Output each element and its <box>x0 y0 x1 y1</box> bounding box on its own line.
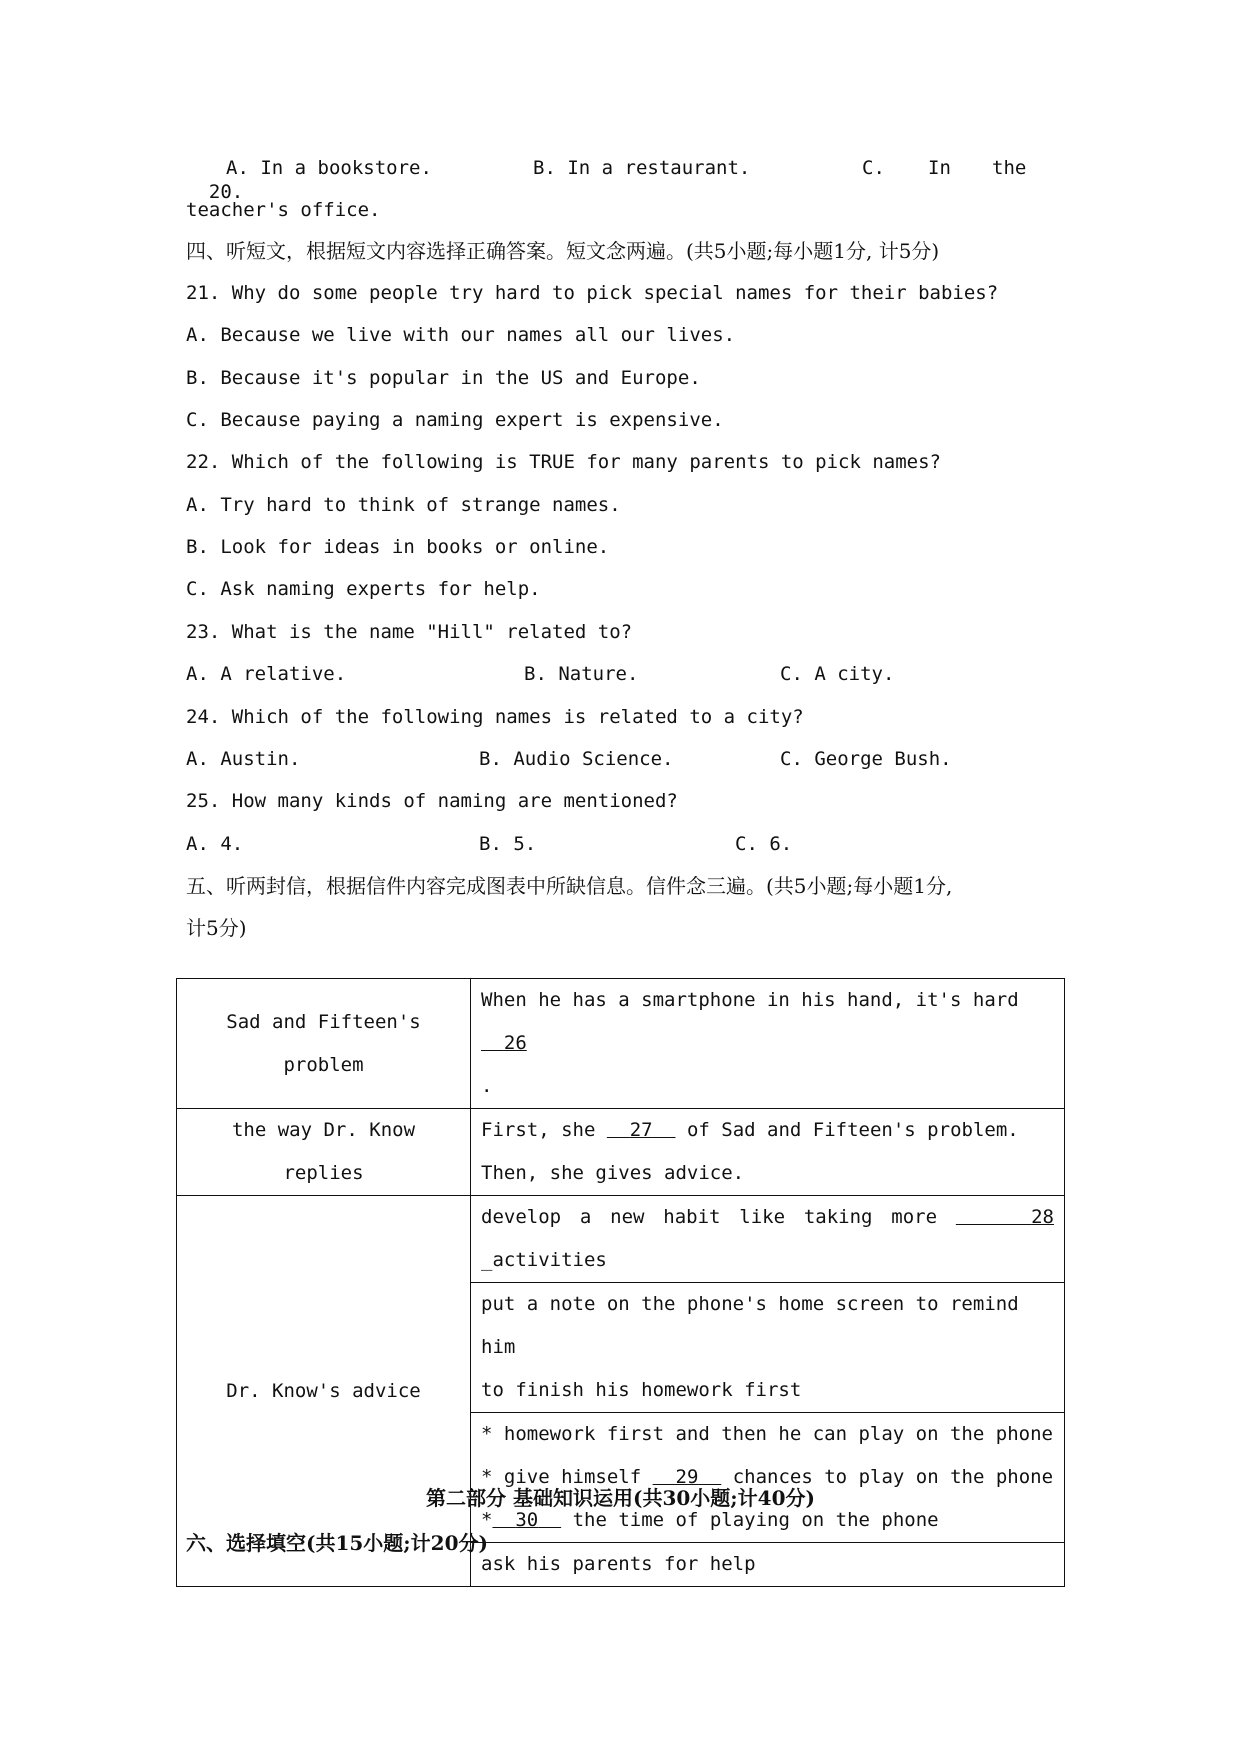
advice-1-text: develop a new habit like taking more <box>481 1206 938 1228</box>
question-number: 20. <box>208 181 244 203</box>
row-content-reply <box>471 1109 1065 1196</box>
advice-3-line-3-pre: * <box>481 1509 493 1531</box>
row-label-problem <box>177 979 471 1109</box>
question-24-option-b: B. Audio Science. <box>479 748 674 770</box>
reply-line-1-pre: First, she <box>481 1119 596 1141</box>
advice-3-line-2-pre: * give himself <box>481 1466 642 1488</box>
question-21-stem: 21. Why do some people try hard to pick special names for their babies? <box>186 282 999 304</box>
row-label-line-2: problem <box>283 1053 364 1076</box>
blank-30[interactable] <box>492 1509 561 1531</box>
blank-28-number: 28 <box>1031 1206 1054 1228</box>
advice-2-line-2: to finish his homework first <box>481 1379 802 1401</box>
question-21-option-c: C. Because paying a naming expert is expensive. <box>186 409 724 431</box>
advice-3 <box>471 1413 1065 1543</box>
advice-3-line-3-post: the time of playing on the phone <box>572 1509 939 1531</box>
question-23-option-a: A. A relative. <box>186 663 347 685</box>
question-24-option-c: C. George Bush. <box>780 748 952 770</box>
advice-3-line-1: * homework first and then he can play on the phone <box>481 1423 1053 1445</box>
question-22-stem: 22. Which of the following is TRUE for many parents to pick names? <box>186 451 941 473</box>
option-c-label: C. <box>862 157 885 179</box>
question-24-option-a: A. Austin. <box>186 748 301 770</box>
question-23-option-c: C. A city. <box>780 663 895 685</box>
reply-line-2: Then, she gives advice. <box>481 1162 745 1184</box>
blank-26[interactable] <box>481 1032 527 1054</box>
option-b: B. In a restaurant. <box>533 157 751 179</box>
blank-28[interactable] <box>956 1206 1054 1228</box>
table-row-problem <box>177 979 1065 1109</box>
table-row-reply <box>177 1109 1065 1196</box>
advice-4: ask his parents for help <box>471 1543 1065 1587</box>
problem-tail: . <box>481 1075 493 1097</box>
row-label-reply: the way Dr. Know replies <box>177 1109 471 1196</box>
question-23-option-b: B. Nature. <box>524 663 639 685</box>
reply-line-1-post: of Sad and Fifteen's problem. <box>686 1119 1019 1141</box>
blank-27[interactable] <box>607 1119 676 1141</box>
advice-1 <box>471 1196 1065 1283</box>
blank-29[interactable] <box>653 1466 722 1488</box>
option-c-word-1: In <box>928 157 951 179</box>
question-25-option-a: A. 4. <box>186 833 244 855</box>
question-25-stem: 25. How many kinds of naming are mentioned? <box>186 790 678 812</box>
question-25-option-c: C. 6. <box>735 833 793 855</box>
blank-30-number: 30 <box>515 1509 539 1531</box>
section-5-heading-line-2: 计5分) <box>186 916 247 940</box>
question-21-option-b: B. Because it's popular in the US and Europe. <box>186 367 701 389</box>
problem-text: When he has a smartphone in his hand, it's hard <box>481 989 1019 1011</box>
section-5-heading-line-1: 五、听两封信，根据信件内容完成图表中所缺信息。信件念三遍。(共5小题;每小题1分, <box>186 874 953 898</box>
question-24-stem: 24. Which of the following names is related to a city? <box>186 706 804 728</box>
section-6-heading: 六、选择填空(共15小题;计20分) <box>186 1531 488 1555</box>
section-4-heading: 四、听短文，根据短文内容选择正确答案。短文念两遍。(共5小题;每小题1分, 计5分) <box>186 239 940 263</box>
blank-27-number: 27 <box>629 1119 653 1141</box>
row-content-problem <box>471 979 1065 1109</box>
advice-3-line-2-post: chances to play on the phone <box>732 1466 1054 1488</box>
option-c-continuation: teacher's office. <box>186 199 381 221</box>
blank-26-number: 26 <box>503 1032 527 1054</box>
question-22-option-a: A. Try hard to think of strange names. <box>186 494 621 516</box>
option-c-word-2: the <box>992 157 1027 179</box>
question-22-option-b: B. Look for ideas in books or online. <box>186 536 610 558</box>
table-row-advice-1 <box>177 1196 1065 1283</box>
question-25-option-b: B. 5. <box>479 833 537 855</box>
advice-1-tail: _activities <box>481 1249 607 1271</box>
question-23-stem: 23. What is the name "Hill" related to? <box>186 621 633 643</box>
row-label-line-1: Sad and Fifteen's <box>226 1010 421 1033</box>
advice-2-line-1: put a note on the phone's home screen to remind him <box>481 1293 1019 1358</box>
question-21-option-a: A. Because we live with our names all our lives. <box>186 324 736 346</box>
row-label-advice: Dr. Know's advice <box>177 1196 471 1587</box>
option-a: A. In a bookstore. <box>226 157 432 179</box>
blank-29-number: 29 <box>675 1466 699 1488</box>
question-22-option-c: C. Ask naming experts for help. <box>186 578 541 600</box>
advice-2 <box>471 1283 1065 1413</box>
part-2-heading: 第二部分 基础知识运用(共30小题;计40分) <box>426 1486 815 1510</box>
